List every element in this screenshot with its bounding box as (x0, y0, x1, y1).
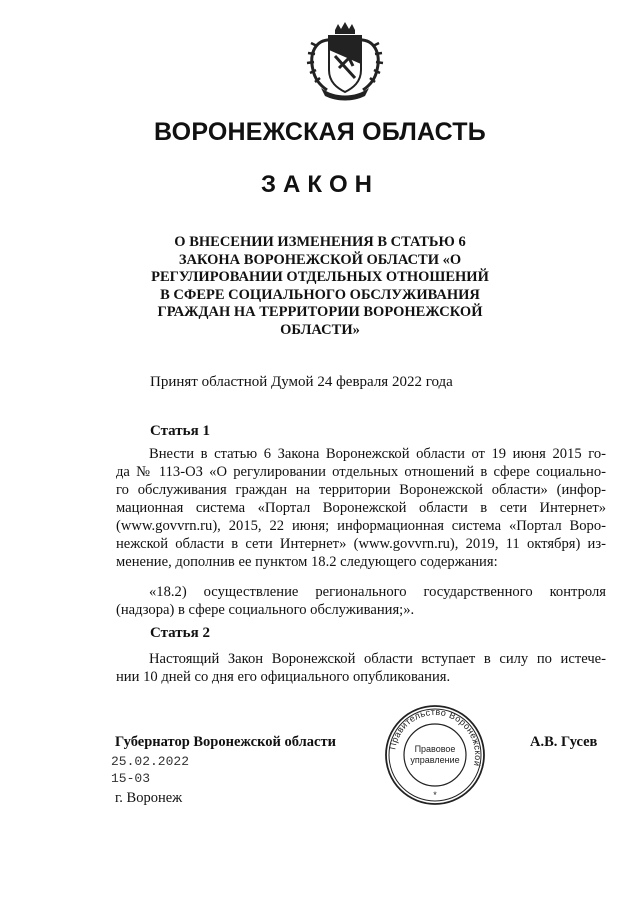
stamp-inner-text: управление (410, 755, 460, 765)
paragraph-line: (www.govvrn.ru), 2015, 22 июня; информационная система «Портал Воро- (116, 518, 606, 534)
paragraph-line: Внести в статью 6 Закона Воронежской области от 19 июня 2015 го- (149, 446, 606, 462)
quote-line: «18.2) осуществление регионального государственного контроля (149, 584, 606, 600)
region-title: ВОРОНЕЖСКАЯ ОБЛАСТЬ (154, 118, 486, 146)
adoption-note: Принят областной Думой 24 февраля 2022 года (150, 374, 453, 390)
article-2-paragraph (116, 650, 606, 686)
law-name-line: ОБЛАСТИ» (280, 321, 360, 338)
law-number: 15-03 (111, 771, 151, 786)
stamp-star-icon: * (433, 790, 437, 800)
signer-name: А.В. Гусев (530, 734, 598, 750)
law-name (0, 234, 640, 339)
paragraph-line: нежской области в сети Интернет» (www.govvrn.ru), 2019, 11 октября) из- (116, 536, 606, 552)
law-name-line: ГРАЖДАН НА ТЕРРИТОРИИ ВОРОНЕЖСКОЙ (157, 304, 483, 320)
signing-city: г. Воронеж (115, 790, 183, 806)
law-name-line: РЕГУЛИРОВАНИИ ОТДЕЛЬНЫХ ОТНОШЕНИЙ (151, 269, 489, 285)
paragraph-line: менение, дополнив ее пунктом 18.2 следующего содержания: (116, 554, 498, 570)
stamp-outer-text: Правительство Воронежской (387, 706, 484, 768)
paragraph-line: мационная система «Портал Воронежской области в сети Интернет» (116, 500, 606, 516)
paragraph-line: го обслуживания граждан на территории Воронежской области» (инфор- (116, 482, 606, 498)
document-type-title: ЗАКОН (260, 171, 379, 198)
article-1-quote (116, 583, 606, 619)
article-2-title: Статья 2 (150, 625, 210, 641)
article-1-title: Статья 1 (150, 423, 210, 439)
paragraph-line: да № 113-ОЗ «О регулировании отдельных отношений в сфере социально- (116, 464, 606, 480)
paragraph-line: нии 10 дней со дня его официального опубликования. (116, 669, 451, 685)
law-name-line: О ВНЕСЕНИИ ИЗМЕНЕНИЯ В СТАТЬЮ 6 (174, 234, 466, 250)
official-stamp (383, 703, 487, 807)
signer-position: Губернатор Воронежской области (115, 734, 336, 750)
law-name-line: В СФЕРЕ СОЦИАЛЬНОГО ОБСЛУЖИВАНИЯ (160, 286, 480, 303)
stamp-inner-text: Правовое (414, 744, 456, 754)
article-1-paragraph (116, 445, 606, 571)
coat-of-arms-icon (305, 20, 385, 102)
quote-line: (надзора) в сфере социального обслуживания;». (116, 602, 415, 618)
law-name-line: ЗАКОНА ВОРОНЕЖСКОЙ ОБЛАСТИ «О (178, 251, 462, 268)
paragraph-line: Настоящий Закон Воронежской области вступает в силу по истече- (149, 651, 606, 667)
signing-date: 25.02.2022 (111, 754, 190, 769)
